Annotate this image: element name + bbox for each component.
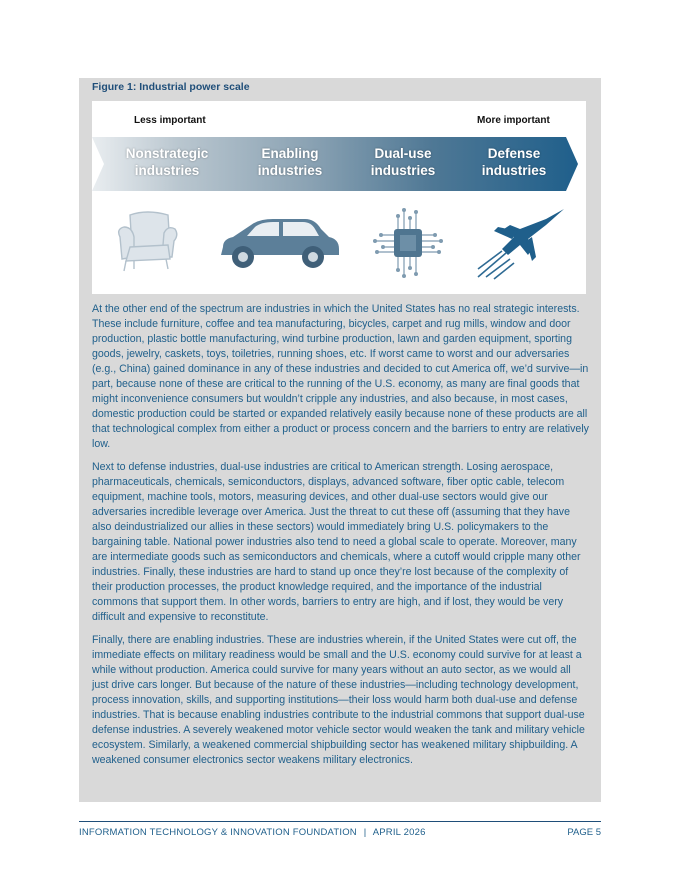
stage-enabling-title: Enabling: [261, 146, 319, 161]
stage-nonstrategic: [112, 145, 222, 179]
stage-enabling-subtitle: industries: [257, 163, 323, 178]
stage-dual-use: [348, 145, 458, 179]
more-important-label: More important: [477, 115, 550, 126]
figure-panel: [79, 78, 601, 802]
footer-separator: |: [363, 827, 367, 838]
industrial-power-scale-figure: [92, 101, 586, 294]
stage-enabling: [235, 145, 345, 179]
less-important-label: Less important: [134, 115, 206, 126]
stage-nonstrategic-title: Nonstrategic: [125, 146, 209, 161]
figure-caption: Figure 1: Industrial power scale: [92, 81, 250, 93]
stage-defense-title: Defense: [487, 146, 541, 161]
footer-org: [79, 827, 426, 838]
armchair-icon: [112, 207, 182, 277]
stage-dual-use-subtitle: industries: [370, 163, 436, 178]
microchip-icon: [370, 205, 446, 281]
stage-defense-subtitle: industries: [481, 163, 547, 178]
stage-nonstrategic-subtitle: industries: [134, 163, 200, 178]
paragraph-dual-use: Next to defense industries, dual-use industries are critical to American strength. Losing aerospace, pharmaceuticals, chemicals, semiconductors, displays, advanced software, fiber optic cable, telecom equipment, machine tools, motors, measuring devices, and other dual-use sectors would give our adversaries incredible leverage over America. Just the threat to cut these off (assuming that they have also deindustrialized our allies in these sectors) would immediately bring U.S. policymakers to the bargaining table. National power industries also tend to need a global scale to operate. Moreover, many are intermediate goods such as semiconductors and chemicals, where a cutoff would cripple many other industries. Finally, these industries are hard to stand up once they’re lost because of the complexity of their production processes, the product knowledge required, and the importance of the industrial commons that support them. In other words, barriers to entry are high, and if lost, they would be very difficult and expensive to reconstitute.: [92, 461, 581, 623]
footer-org-name: INFORMATION TECHNOLOGY & INNOVATION FOUNDATION: [79, 827, 357, 838]
stage-dual-use-title: Dual-use: [374, 146, 432, 161]
car-icon: [217, 211, 341, 273]
paragraph-nonstrategic: At the other end of the spectrum are industries in which the United States has no real strategic interests. These include furniture, coffee and tea manufacturing, bicycles, carpet and rug mills, window and door production, plastic bottle manufacturing, wind turbine production, lawn and garden equipment, sporting goods, jewelry, caskets, toys, toiletries, running shoes, etc. If worst came to worst and our adversaries (e.g., China) gained dominance in any of these industries and decided to cut America off, we’d survive—in part, because none of these are critical to the running of the U.S. economy, as many are final goods that might inconvenience consumers but wouldn’t cripple any industries, and also because, in most cases, domestic production could be started or expanded relatively easily because none of these products are all that technological complex from either a product or process concern and the barriers to entry are relatively low.: [92, 303, 589, 450]
body-text: [92, 302, 590, 776]
stage-defense: [459, 145, 569, 179]
fighter-jet-icon: [474, 205, 570, 281]
footer-divider: [79, 821, 601, 822]
page-number: PAGE 5: [567, 827, 601, 838]
paragraph-enabling: Finally, there are enabling industries. These are industries wherein, if the United States were cut off, the immediate effects on military readiness would be small and the U.S. economy could survive for at least a while without production. America could survive for many years without an auto sector, as we would all just drive cars longer. But because of the nature of these industries—including technology development, process innovation, skills, and supporting institutions—their loss would harm both dual-use and defense industries. That is because enabling industries contribute to the industrial commons that support dual-use defense industries. A severely weakened motor vehicle sector would weaken the tank and military vehicle ecosystem. Similarly, a weakened commercial shipbuilding sector has weakened military shipbuilding. A weakened consumer electronics sector weakens military electronics.: [92, 634, 585, 766]
footer-date: APRIL 2026: [372, 827, 426, 838]
